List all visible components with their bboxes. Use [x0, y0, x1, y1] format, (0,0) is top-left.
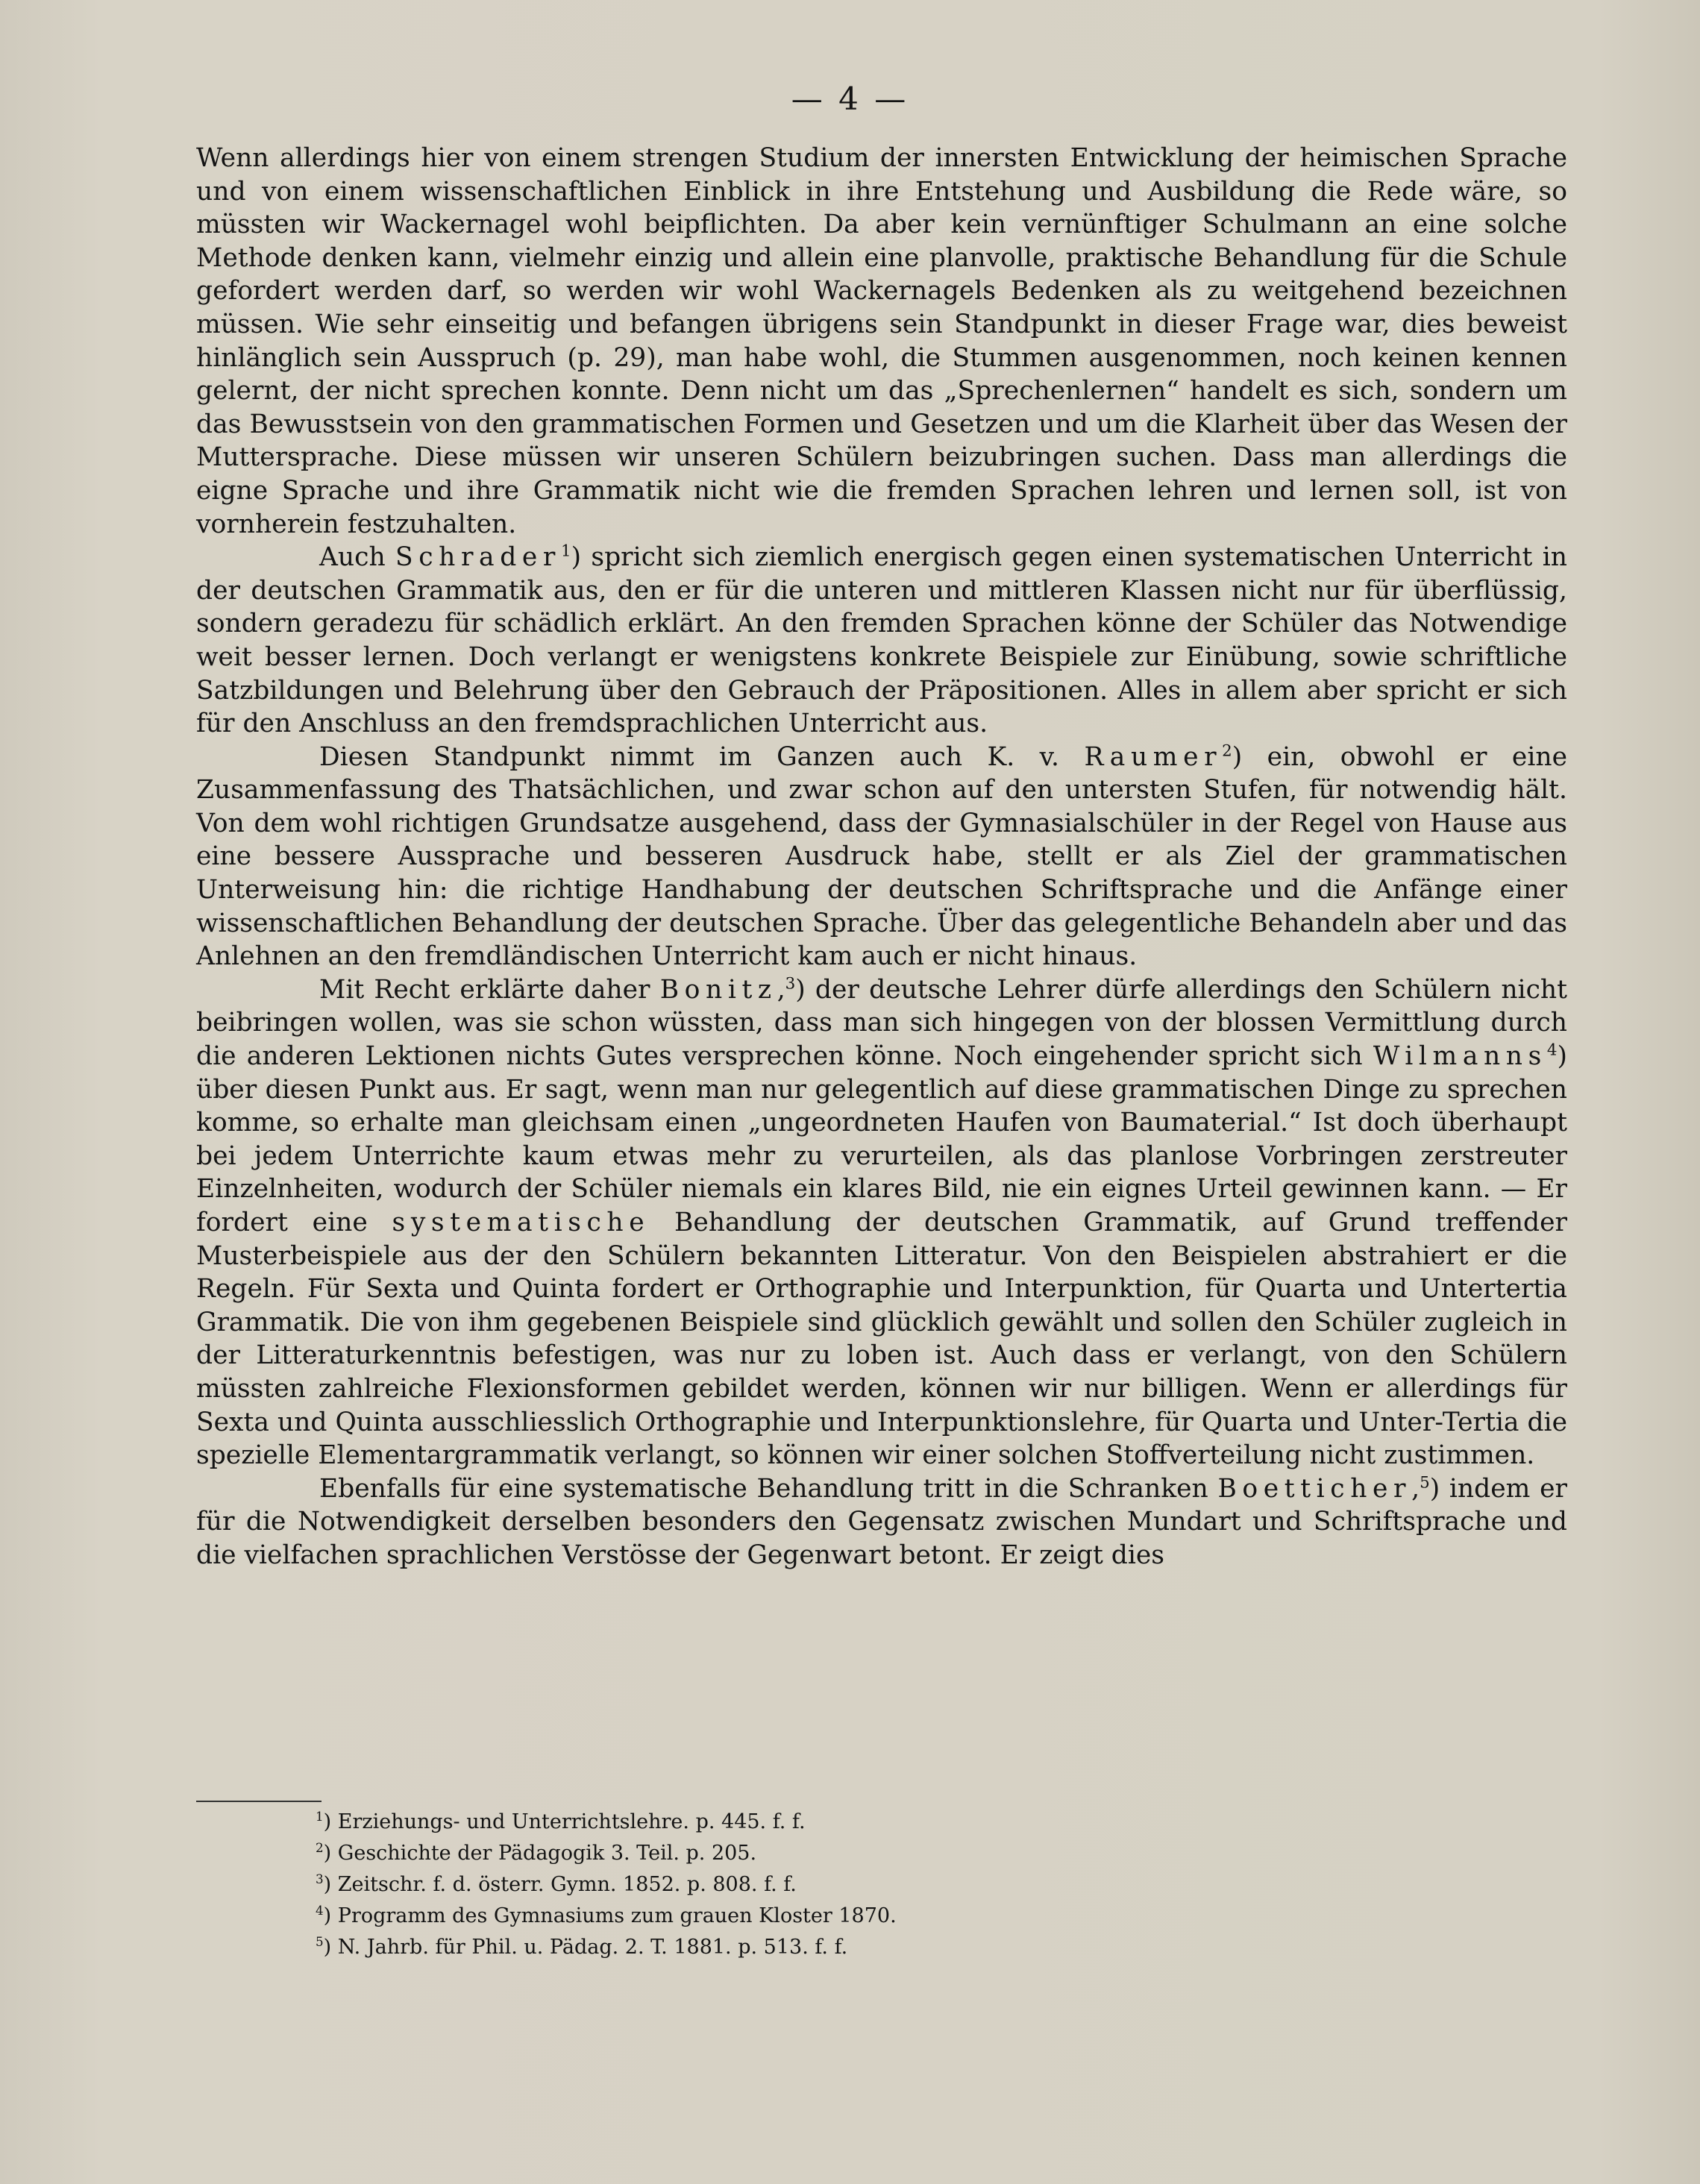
footnote-mark: 2 [316, 1840, 324, 1855]
footnote [316, 1866, 1285, 1898]
footnote [316, 1804, 1285, 1835]
spaced-name: Bonitz [659, 974, 777, 1005]
text-run: Ebenfalls für eine systematische Behandlung tritt in die Schranken [319, 1473, 1218, 1504]
text-run: , [1411, 1473, 1420, 1504]
footnote-ref: 2 [1222, 741, 1232, 761]
footnote-rule [196, 1801, 322, 1802]
text-run: Wenn allerdings hier von einem strengen Studium der innersten Entwicklung der heimischen Sprache und von einem wissenschaftlichen Einblick in ihre Entstehung und Ausbildung die Rede wäre, so müssten wir Wackernagel wohl beipflichten. Da aber kein vernünftiger Schulmann an eine solche Methode denken kann, vielmehr einzig und allein eine planvolle, praktische Behandlung für die Schule gefordert werden darf, so werden wir wohl Wackernagels Bedenken als zu weitgehend bezeichnen müssen. Wie sehr einseitig und befangen übrigens sein Standpunkt in dieser Frage war, dies beweist hinlänglich sein Ausspruch (p. 29), man habe wohl, die Stummen ausgenommen, noch keinen kennen gelernt, der nicht sprechen konnte. Denn nicht um das „Sprechenlernen“ handelt es sich, sondern um das Bewusstsein von den grammatischen Formen und Gesetzen und um die Klarheit über das Wesen der Muttersprache. Diese müssen wir unseren Schülern beizubringen suchen. Dass man allerdings die eigne Sprache und ihre Grammatik nicht wie die fremden Sprachen lehren und lernen soll, ist von vornherein festzuhalten. [196, 143, 1567, 539]
spaced-name: systematische [392, 1208, 650, 1237]
text-run: Mit Recht erklärte daher [319, 974, 660, 1005]
text-run: ) der deutsche Lehrer dürfe allerdings den Schülern nicht beibringen wollen, was sie schon wüssten, dass man sich hingegen von der blossen Vermittlung durch die anderen Lektionen nichts Gutes versprechen könne. Noch eingehender spricht sich [196, 974, 1567, 1072]
paragraph [196, 741, 1567, 973]
footnote-text: ) Geschichte der Pädagogik 3. Teil. p. 205. [323, 1842, 757, 1865]
footnote-text: ) Erziehungs- und Unterrichtslehre. p. 445. f. f. [323, 1810, 806, 1833]
footnote [316, 1898, 1285, 1929]
footnote [316, 1929, 1285, 1960]
footnote-mark: 1 [316, 1809, 324, 1824]
text-run: ) spricht sich ziemlich energisch gegen einen systematischen Unterricht in der deutschen Grammatik aus, den er für die unteren und mittleren Klassen nicht nur für überflüssig, sondern geradezu für schädlich erklärt. An den fremden Sprachen könne der Schüler das Notwendige weit besser lernen. Doch verlangt er wenigstens konkrete Beispiele zur Einübung, sowie schriftliche Satzbildungen und Belehrung über den Gebrauch der Präpositionen. Alles in allem aber spricht er sich für den Anschluss an den fremdsprachlichen Unterricht aus. [196, 542, 1567, 739]
spaced-name: Schrader [395, 542, 561, 573]
spaced-name: Wilmanns [1373, 1041, 1547, 1072]
footnote [316, 1835, 1285, 1866]
text-run: Behandlung der deutschen Grammatik, auf Grund treffender Musterbeispiele aus der den Schülern bekannten Litteratur. Von den Beispielen abstrahiert er die Regeln. Für Sexta und Quinta fordert er Orthographie und Interpunktion, für Quarta und Untertertia Grammatik. Die von ihm gegebenen Beispiele sind glücklich gewählt und sollen den Schüler zugleich in der Litteraturkenntnis befestigen, was nur zu loben ist. Auch dass er verlangt, von den Schülern müssten zahlreiche Flexionsformen gebildet werden, können wir nur billigen. Wenn er allerdings für Sexta und Quinta ausschliesslich Orthographie und Interpunktionslehre, für Quarta und Unter-Tertia die spezielle Elementargrammatik verlangt, so können wir einer solchen Stoffverteilung nicht zustimmen. [196, 1208, 1567, 1471]
paragraph [196, 142, 1567, 541]
footnote-ref: 5 [1420, 1473, 1430, 1493]
spaced-name: Boetticher [1217, 1473, 1412, 1504]
footnote-mark: 3 [316, 1871, 324, 1886]
paragraph [196, 973, 1567, 1472]
footnotes [316, 1804, 1285, 1960]
text-run: ) indem er für die Notwendigkeit derselben besonders den Gegensatz zwischen Mundart und Schriftsprache und die vielfachen sprachlichen Verstösse der Gegenwart betont. Er zeigt dies [196, 1473, 1567, 1570]
footnote-mark: 4 [316, 1903, 324, 1918]
text-run: ) über diesen Punkt aus. Er sagt, wenn man nur gelegentlich auf diese grammatischen Dinge zu sprechen komme, so erhalte man gleichsam einen „ungeordneten Haufen von Baumaterial.“ Ist doch überhaupt bei jedem Unterrichte kaum etwas mehr zu verurteilen, als das planlose Vorbringen zerstreuter Einzelnheiten, wodurch der Schüler niemals ein klares Bild, nie ein eignes Urteil gewinnen kann. — Er fordert eine [196, 1041, 1567, 1237]
text-run: ) ein, obwohl er eine Zusammenfassung des Thatsächlichen, und zwar schon auf den untersten Stufen, für notwendig hält. Von dem wohl richtigen Grundsatze ausgehend, dass der Gymnasialschüler in der Regel von Hause aus eine bessere Aussprache und besseren Ausdruck habe, stellt er als Ziel der grammatischen Unterweisung hin: die richtige Handhabung der deutschen Schriftsprache und die Anfänge einer wissenschaftlichen Behandlung der deutschen Sprache. Über das gelegentliche Behandeln aber und das Anlehnen an den fremdländischen Unterricht kam auch er nicht hinaus. [196, 741, 1567, 972]
text-run: Auch [319, 542, 396, 573]
footnote-ref: 1 [560, 542, 571, 561]
footnote-text: ) Programm des Gymnasiums zum grauen Kloster 1870. [323, 1904, 897, 1927]
footnote-ref: 3 [785, 974, 796, 994]
body-text [196, 142, 1567, 1572]
footnote-text: ) N. Jahrb. für Phil. u. Pädag. 2. T. 1881. p. 513. f. f. [323, 1936, 848, 1959]
text-run: , [777, 974, 785, 1005]
footnote-mark: 5 [316, 1934, 324, 1949]
footnote-text: ) Zeitschr. f. d. österr. Gymn. 1852. p. 808. f. f. [323, 1873, 797, 1896]
spaced-name: Raumer [1084, 741, 1223, 772]
paragraph [196, 1472, 1567, 1572]
footnote-ref: 4 [1546, 1041, 1558, 1060]
paragraph [196, 541, 1567, 741]
page-number: — 4 — [791, 81, 909, 117]
text-run: Diesen Standpunkt nimmt im Ganzen auch K. v. [319, 741, 1085, 772]
